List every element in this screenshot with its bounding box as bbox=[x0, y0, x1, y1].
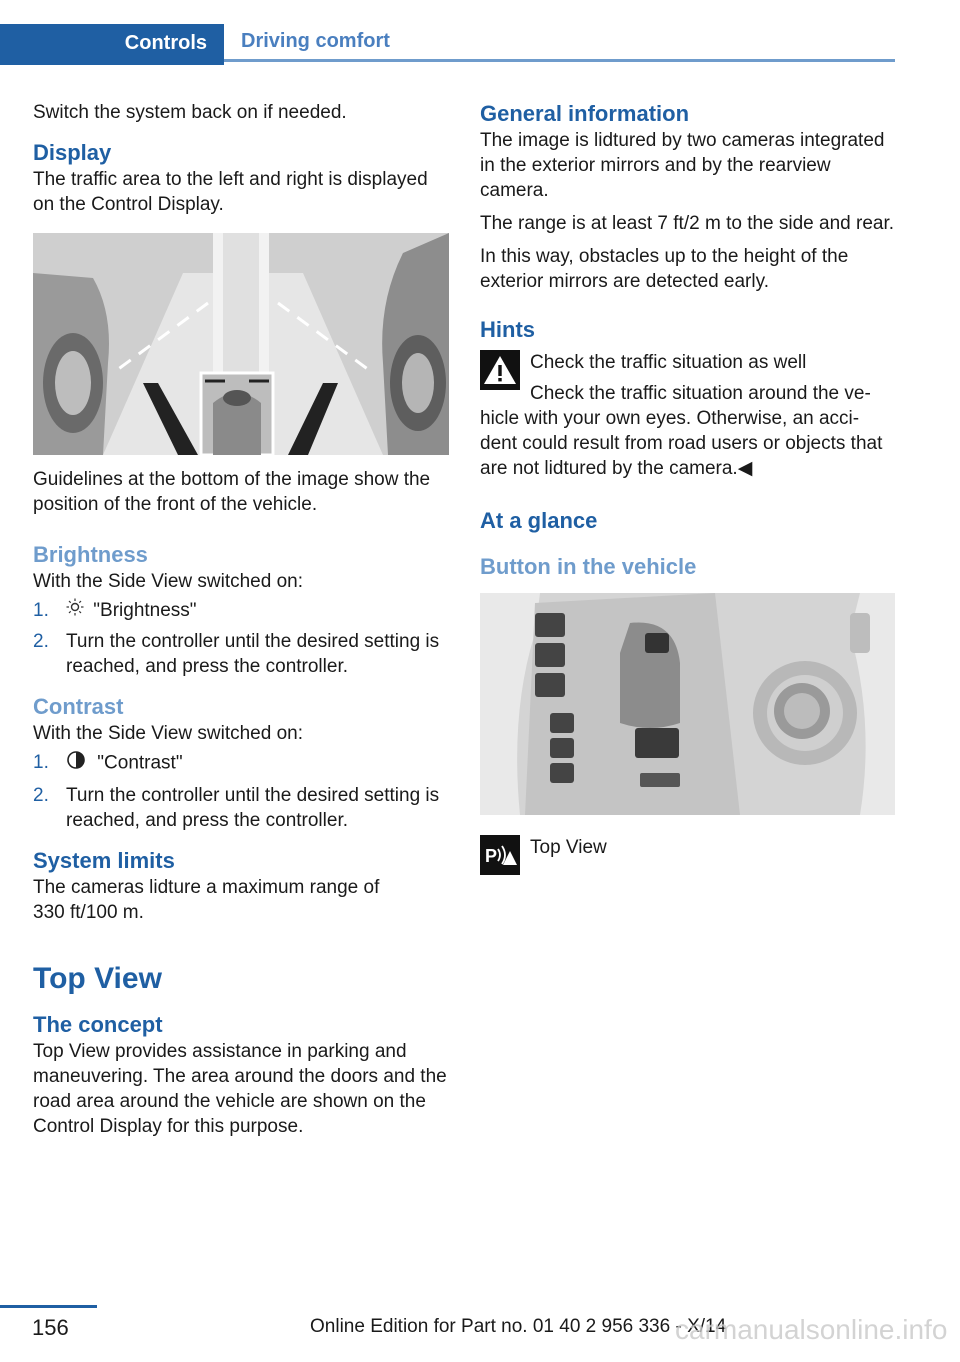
general-info-p3: In this way, obstacles up to the height of the exterior mirrors are detected early. bbox=[480, 246, 849, 292]
sun-icon bbox=[66, 598, 88, 623]
brightness-step-2 bbox=[33, 629, 449, 679]
park-distance-icon[interactable] bbox=[480, 835, 520, 875]
display-text: The traffic area to the left and right is displayed on the Control Display. bbox=[33, 169, 428, 215]
brightness-intro: With the Side View switched on: bbox=[33, 571, 304, 592]
warning-block bbox=[480, 350, 896, 406]
contrast-intro: With the Side View switched on: bbox=[33, 723, 304, 745]
step-text: Turn the controller until the desired setting is reached, and press the controller. bbox=[66, 631, 440, 678]
general-info-p1: The image is lidtured by two cameras integrated in the exterior mirrors and by the rearview camera. bbox=[480, 130, 885, 201]
system-limits-text: The cameras lidture a maximum range of 330 ft/100 m. bbox=[33, 877, 380, 924]
tab-driving-comfort[interactable]: Driving comfort bbox=[224, 24, 895, 62]
step-number: 1. bbox=[33, 752, 49, 774]
top-view-heading: Top View bbox=[33, 962, 162, 996]
intro-text: Switch the system back on if needed. bbox=[33, 102, 347, 123]
brightness-heading: Brightness bbox=[33, 542, 148, 567]
system-limits-heading: System limits bbox=[33, 848, 175, 874]
contrast-heading: Contrast bbox=[33, 694, 124, 720]
step-number: 2. bbox=[33, 631, 49, 653]
page-header bbox=[0, 0, 895, 62]
contrast-icon bbox=[66, 750, 92, 777]
display-heading: Display bbox=[33, 140, 112, 165]
tab-controls[interactable]: Controls bbox=[0, 24, 224, 62]
side-view-illustration bbox=[33, 233, 449, 455]
general-info-p2: The range is at least 7 ft/2 m to the side and rear. bbox=[480, 213, 895, 234]
brightness-steps bbox=[33, 598, 449, 679]
button-in-vehicle-heading: Button in the vehicle bbox=[480, 554, 697, 579]
step-text: Turn the controller until the desired setting is reached, and press the controller. bbox=[66, 785, 440, 832]
step-text: "Brightness" bbox=[93, 600, 197, 621]
contrast-step-2 bbox=[33, 783, 449, 833]
hints-heading: Hints bbox=[480, 317, 535, 342]
brightness-step-1 bbox=[33, 598, 449, 623]
step-number: 1. bbox=[33, 600, 49, 621]
online-edition-text: Online Edition for Part no. 01 40 2 956 336 - X/14 bbox=[310, 1316, 727, 1337]
figure-caption: Guidelines at the bottom of the image show the position of the front of the vehicle. bbox=[33, 469, 431, 515]
concept-heading: The concept bbox=[33, 1012, 163, 1038]
contrast-steps bbox=[33, 750, 449, 833]
left-column bbox=[33, 100, 449, 1147]
step-text: "Contrast" bbox=[97, 753, 183, 774]
warning-triangle-icon bbox=[480, 350, 520, 390]
contrast-step-1 bbox=[33, 750, 449, 777]
warning-text-rest: hicle with your own eyes. Otherwise, an acci-dent could result from road users or objects that are not lidtured by the camera.◀ bbox=[480, 408, 883, 479]
side-view-figure bbox=[33, 233, 449, 455]
page-number: 156 bbox=[32, 1315, 69, 1340]
warning-text-first: Check the traffic situation around the ve- bbox=[530, 383, 871, 404]
warning-title: Check the traffic situation as well bbox=[530, 352, 807, 373]
watermark: carmanualsonline.info bbox=[675, 1314, 948, 1345]
top-view-button-row bbox=[480, 835, 896, 875]
general-info-heading: General information bbox=[480, 101, 690, 126]
center-console-illustration bbox=[480, 593, 895, 815]
center-console-figure bbox=[480, 593, 895, 815]
top-view-button-label: Top View bbox=[530, 837, 607, 858]
footer-rule bbox=[0, 1305, 97, 1308]
concept-text: Top View provides assistance in parking and maneuvering. The area around the doors and the road area around the vehicle are shown on the Control Display for this purpose. bbox=[33, 1041, 447, 1138]
step-number: 2. bbox=[33, 785, 49, 807]
right-column bbox=[480, 100, 896, 875]
at-a-glance-heading: At a glance bbox=[480, 508, 598, 533]
svg-text:P: P bbox=[485, 846, 498, 866]
